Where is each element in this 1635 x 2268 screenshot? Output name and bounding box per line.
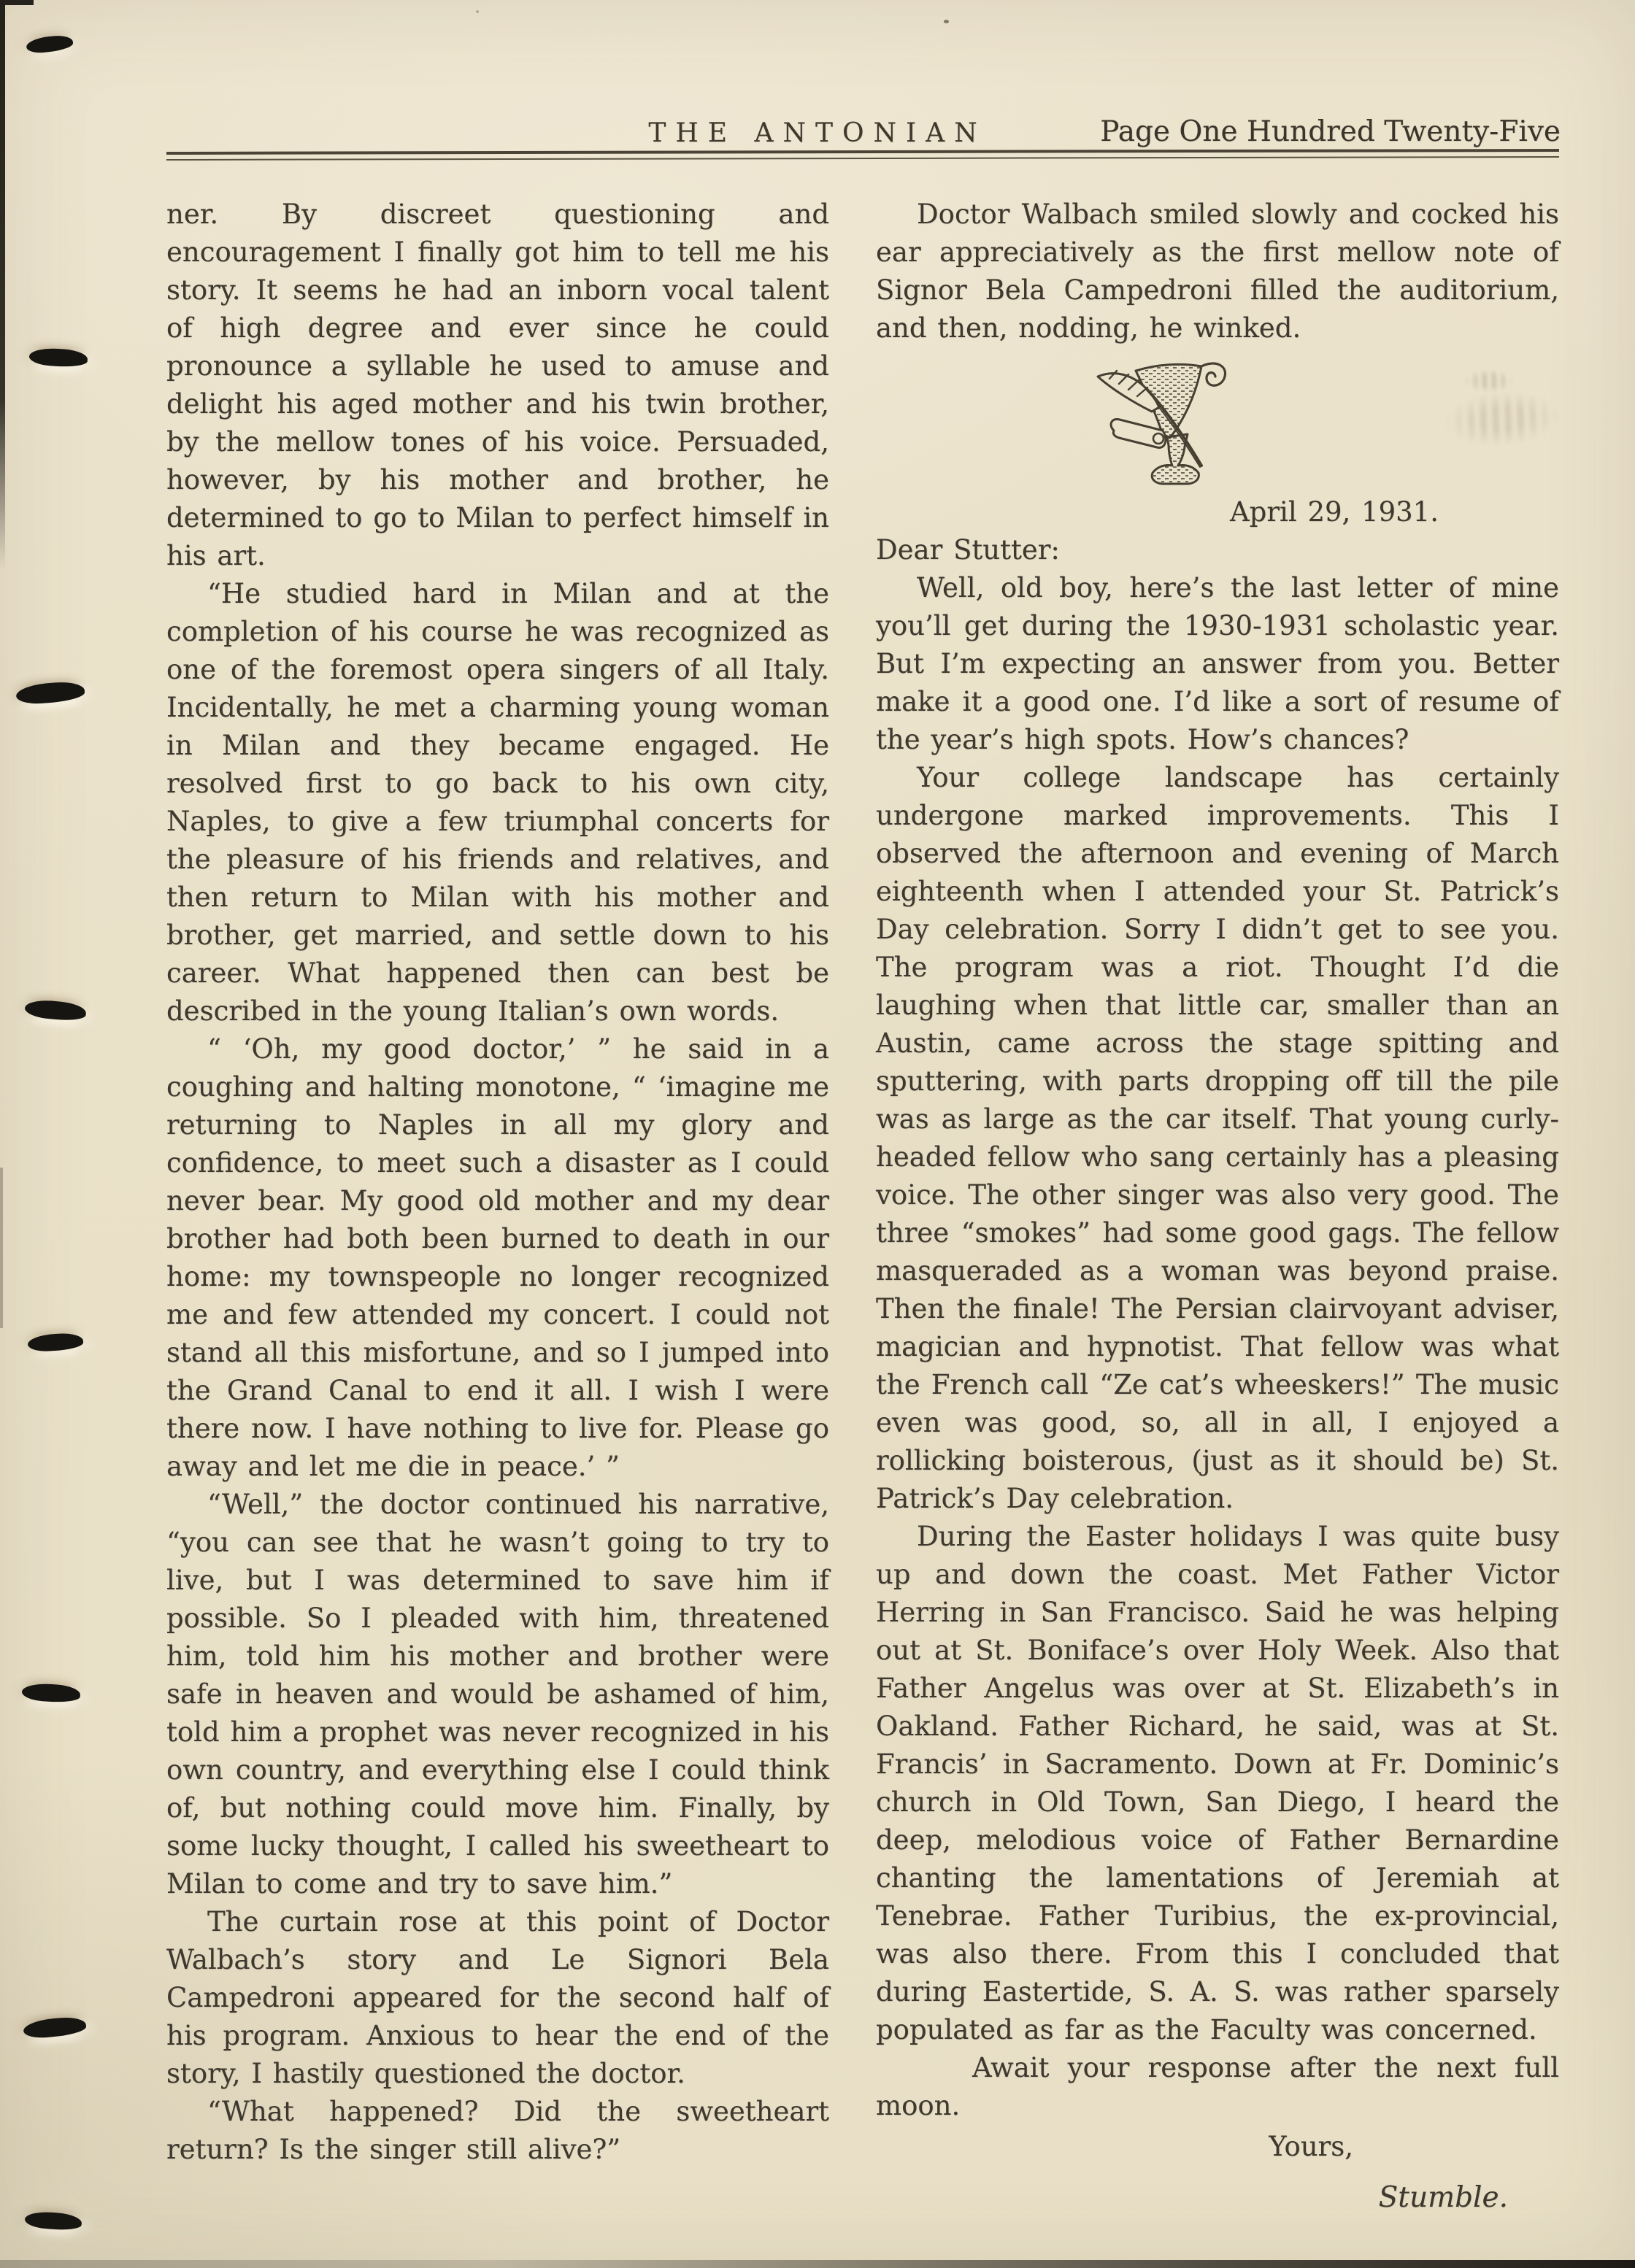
letter-valediction: Yours, (1269, 2131, 1353, 2162)
letter-paragraph: During the Easter holidays I was quite busy up and down the coast. Met Father Victor Herring in San Francisco. Said he was helping out at St. Boniface’s over Holy Week. Also that Father Angelus was over at St. Elizabeth’s in Oakland. Father Richard, he said, was at St. Francis’ in Sacramento. Down at Fr. Dominic’s church in Old Town, San Diego, I heard the deep, melodious voice of Father Bernardine chanting the lamentations of Jeremiah at Tenebrae. Father Turibius, the ex-provincial, was also there. From this I concluded that during Eastertide, S. A. S. was rather sparsely populated as far as the Faculty was concerned. (876, 1521, 1559, 2045)
quill-and-scroll-icon (1092, 355, 1238, 487)
binder-hole (23, 2016, 87, 2039)
scan-edge-left-lower (0, 1168, 3, 1328)
letter-paragraph: Your college landscape has certainly undergone marked improvements. This I observed the afternoon and evening of March eighteenth when I attended your St. Patrick’s Day celebration. Sorry I didn’t get to see you. The program was a riot. Thought I’d die laughing when that little car, smaller than an Austin, came across the stage spitting and sputtering, with parts dropping off till the pile was as large as the car itself. That young curly-headed fellow who sang certainly has a pleasing voice. The other singer was also very good. The three “smokes” had some good gags. The fellow masqueraded as a woman was beyond praise. Then the finale! The Persian clairvoyant adviser, magician and hypnotist. That fellow was what the French call “Ze cat’s wheeskers!” The music even was good, so, all in all, I enjoyed a rollicking boisterous, (just as it should be) St. Patrick’s Day celebration. (876, 762, 1559, 1514)
story-paragraph: “He studied hard in Milan and at the completion of his course he was recognized as one of the foremost opera singers of all Italy. Incidentally, he met a charming young woman in Milan and they became engaged. He resolved first to go back to his own city, Naples, to give a few triumphal concerts for the pleasure of his friends and relatives, and then return to Milan with his mother and brother, get married, and settle down to his career. What happened then can best be described in the young Italian’s own words. (166, 578, 829, 1027)
letter-salutation: Dear Stutter: (876, 534, 1060, 566)
right-column (876, 196, 1559, 2217)
left-column (166, 196, 829, 2169)
binder-hole (26, 34, 74, 55)
paper-speck (476, 10, 479, 13)
binder-hole (24, 2210, 82, 2232)
story-paragraph: The curtain rose at this point of Doctor Walbach’s story and Le Signori Bela Campedroni appeared for the second half of his program. Anxious to hear the end of the story, I hastily questioned the doctor. (166, 1906, 829, 2089)
header-rule (166, 149, 1559, 161)
binder-hole (15, 681, 85, 705)
story-paragraph: Doctor Walbach smiled slowly and cocked his ear appreciatively as the first mellow note of Signor Bela Campedroni filled the auditorium, and then, nodding, he winked. (876, 198, 1559, 344)
binder-hole (28, 347, 88, 369)
letter-date: April 29, 1931. (1229, 496, 1439, 528)
binder-hole (24, 998, 87, 1023)
story-paragraph: ner. By discreet questioning and encouragement I finally got him to tell me his story. It seems he had an inborn vocal talent of high degree and ever since he could pronounce a syllable he used to amuse and delight his aged mother and his twin brother, by the mellow tones of his voice. Persuaded, however, by his mother and brother, he determined to go to Milan to perfect himself in his art. (166, 198, 829, 571)
paper-speck (944, 20, 949, 23)
scan-edge-left (0, 0, 5, 569)
story-paragraph: “Well,” the doctor continued his narrative, “you can see that he wasn’t going to try to live, but I was determined to save him if possible. So I pleaded with him, threatened him, told him his mother and brother were safe in heaven and would be ashamed of him, told him a prophet was never recognized in his own country, and everything else I could think of, but nothing could move him. Finally, by some lucky thought, I called his sweetheart to Milan to come and try to save him.” (166, 1489, 829, 1899)
quill-scroll-inkwell-ornament (876, 355, 1559, 490)
page-number-label: Page One Hundred Twenty-Five (1100, 115, 1561, 148)
letter-closing: Await your response after the next full moon. (876, 2052, 1559, 2121)
journal-title: THE ANTONIAN (648, 118, 987, 148)
letter-signature: Stumble. (1378, 2181, 1508, 2214)
binder-hole (21, 1682, 80, 1704)
letter-paragraph: Well, old boy, here’s the last letter of mine you’ll get during the 1930-1931 scholastic year. But I’m expecting an answer from you. Better make it a good one. I’d like a sort of resume of the year’s high spots. How’s chances? (876, 572, 1559, 755)
story-paragraph: “ ‘Oh, my good doctor,’ ” he said in a coughing and halting monotone, “ ‘imagine me returning to Naples in all my glory and confidence, to meet such a disaster as I could never bear. My good old mother and my dear brother had both been burned to death in our home: my townspeople no longer recognized me and few attended my concert. I could not stand all this misfortune, and so I jumped into the Grand Canal to end it all. I wish I were there now. I have nothing to live for. Please go away and let me die in peace.’ ” (166, 1033, 829, 1482)
binder-hole (27, 1332, 83, 1352)
scan-edge-bottom (0, 2260, 1635, 2268)
story-paragraph: “What happened? Did the sweetheart return? Is the singer still alive?” (166, 2096, 829, 2165)
